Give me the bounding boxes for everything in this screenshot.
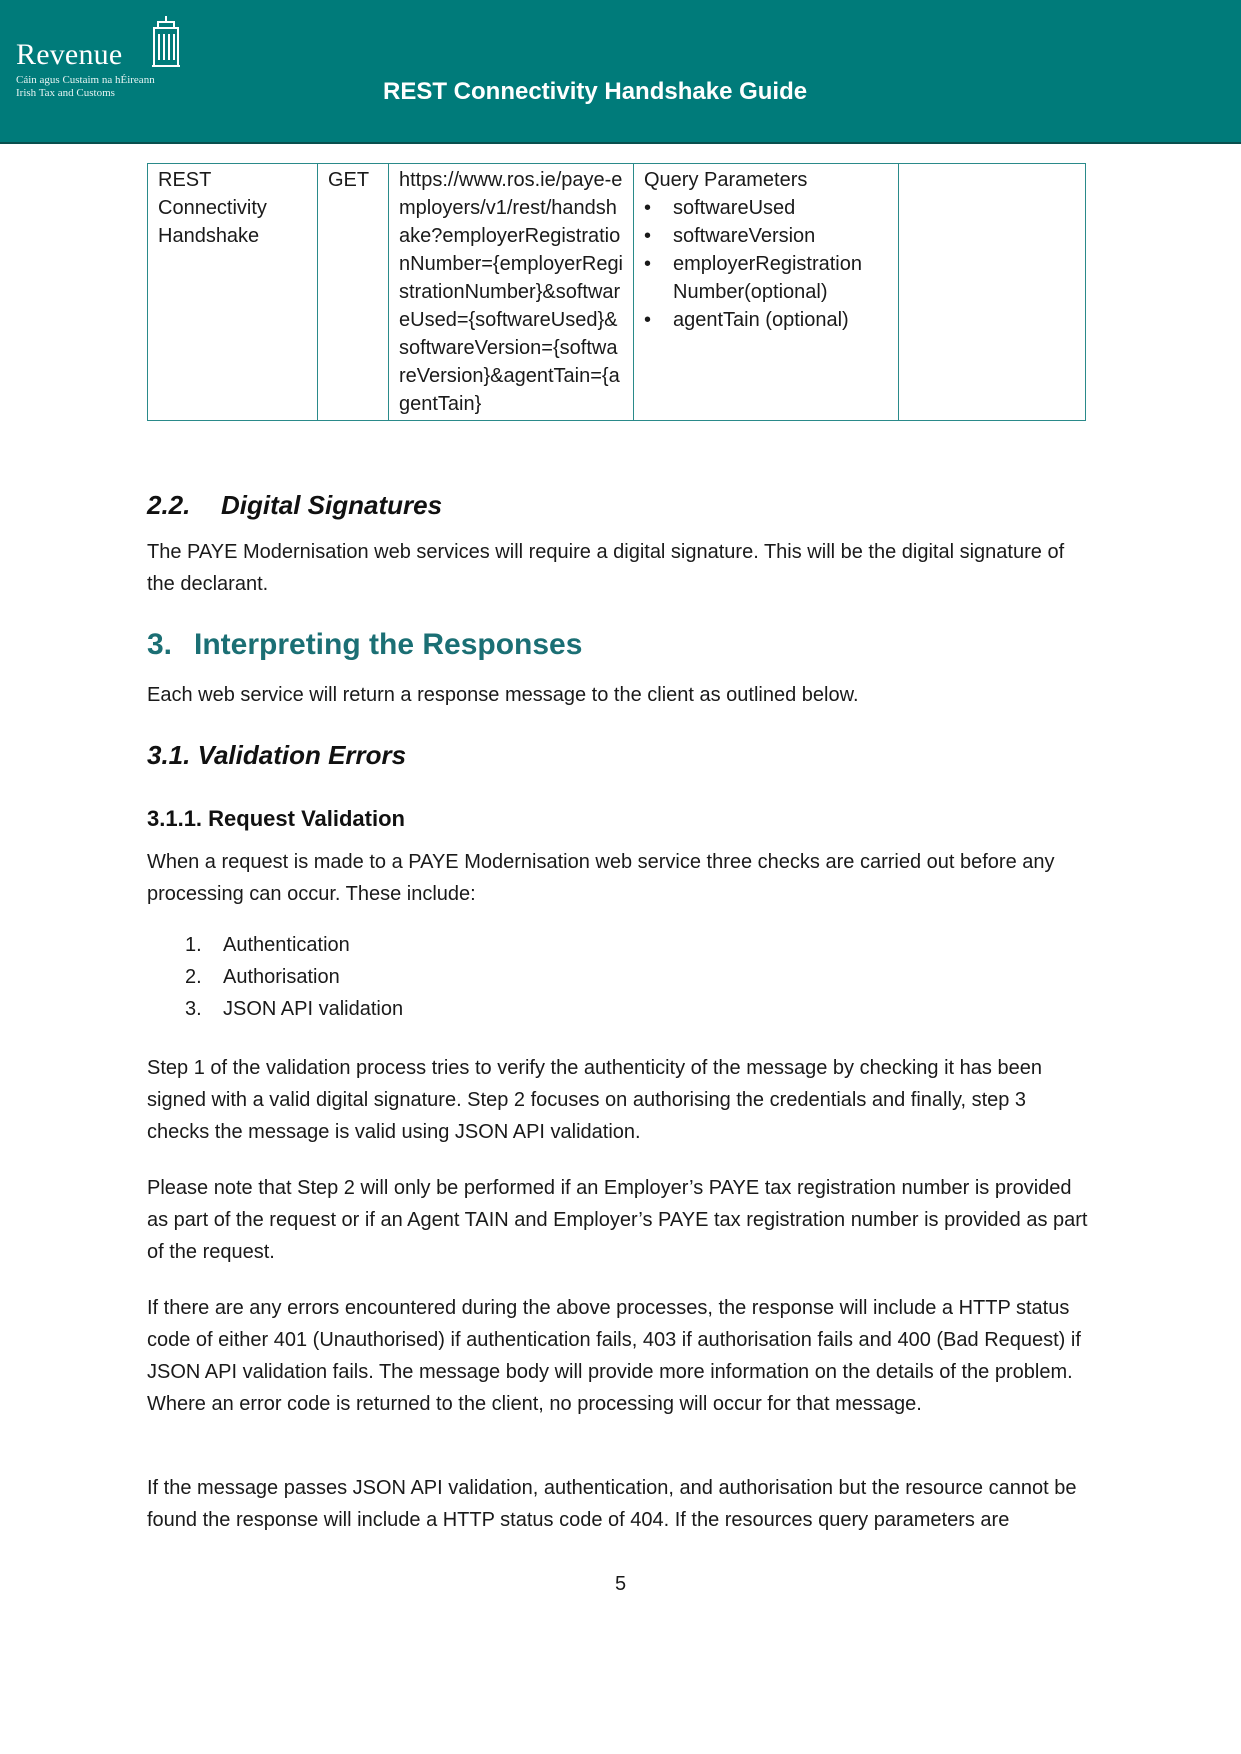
list-item — [185, 934, 350, 957]
params-title: Query Parameters — [644, 169, 808, 191]
query-parameters-cell — [634, 164, 899, 421]
page-header — [0, 0, 1241, 142]
section-title: Interpreting the Responses — [194, 628, 583, 661]
list-text: Authentication — [223, 934, 350, 956]
notes-cell — [899, 164, 1086, 421]
logo-subtitle-irish: Cáin agus Custaim na hÉireann — [16, 74, 155, 86]
endpoint-table — [147, 163, 1086, 421]
logo-wordmark: Revenue — [16, 38, 123, 71]
error-codes-paragraph: If there are any errors encountered during the above processes, the response will include a HTTP status code of either 401 (Unauthorised) if authentication fails, 403 if authorisation fails and 400 (Bad Request) if JSON API validation fails. The message body will provide more information on the details of the problem. Where an error code is returned to the client, no processing will occur for that message. — [147, 1297, 1081, 1415]
harp-icon — [148, 14, 184, 72]
revenue-logo — [14, 14, 184, 104]
list-number: 1. — [185, 934, 202, 956]
endpoint-url-cell: https://www.ros.ie/paye-employers/v1/rest/handshake?employerRegistrationNumber={employerRegistrationNumber}&softwareUsed={softwareUsed}&softwareVersion={softwareVersion}&agentTain={agentTain} — [389, 164, 634, 421]
http-method-cell: GET — [318, 164, 389, 421]
list-number: 3. — [185, 998, 202, 1020]
list-number: 2. — [185, 966, 202, 988]
section-number: 3. — [147, 628, 173, 661]
list-item — [185, 998, 403, 1021]
param-item: • agentTain (optional) — [644, 306, 888, 334]
param-item: • employerRegistration Number(optional) — [644, 250, 888, 306]
section-number: 2.2. — [147, 490, 191, 520]
heading-interpreting-responses — [147, 628, 1089, 662]
heading-digital-signatures — [147, 490, 1089, 521]
endpoint-name-cell: REST Connectivity Handshake — [148, 164, 318, 421]
list-text: Authorisation — [223, 966, 340, 988]
logo-subtitle-english: Irish Tax and Customs — [16, 87, 115, 99]
list-text: JSON API validation — [223, 998, 404, 1020]
responses-intro-paragraph: Each web service will return a response message to the client as outlined below. — [147, 684, 859, 706]
digital-signatures-paragraph: The PAYE Modernisation web services will require a digital signature. This will be the digital signature of the declarant. — [147, 541, 1065, 595]
heading-request-validation: 3.1.1. Request Validation — [147, 806, 405, 831]
page-number: 5 — [614, 1573, 627, 1595]
header-divider — [0, 142, 1241, 144]
step2-note-paragraph: Please note that Step 2 will only be performed if an Employer’s PAYE tax registration number is provided as part of the request or if an Agent TAIN and Employer’s PAYE tax registration number is provided as part of the request. — [147, 1177, 1088, 1263]
section-title: Digital Signatures — [221, 490, 443, 520]
heading-validation-errors: 3.1. Validation Errors — [147, 740, 407, 770]
param-item: • softwareVersion — [644, 222, 888, 250]
document-title: REST Connectivity Handshake Guide — [383, 78, 808, 105]
list-item — [185, 966, 340, 989]
not-found-paragraph: If the message passes JSON API validation, authentication, and authorisation but the resource cannot be found the response will include a HTTP status code of 404. If the resources query parameters are — [147, 1477, 1077, 1531]
param-item: • softwareUsed — [644, 194, 888, 222]
request-validation-intro: When a request is made to a PAYE Modernisation web service three checks are carried out before any processing can occur. These include: — [147, 851, 1055, 905]
validation-steps-paragraph: Step 1 of the validation process tries to verify the authenticity of the message by checking it has been signed with a valid digital signature. Step 2 focuses on authorising the credentials and finally, step 3 checks the message is valid using JSON API validation. — [147, 1057, 1042, 1143]
table-row — [148, 164, 1086, 421]
